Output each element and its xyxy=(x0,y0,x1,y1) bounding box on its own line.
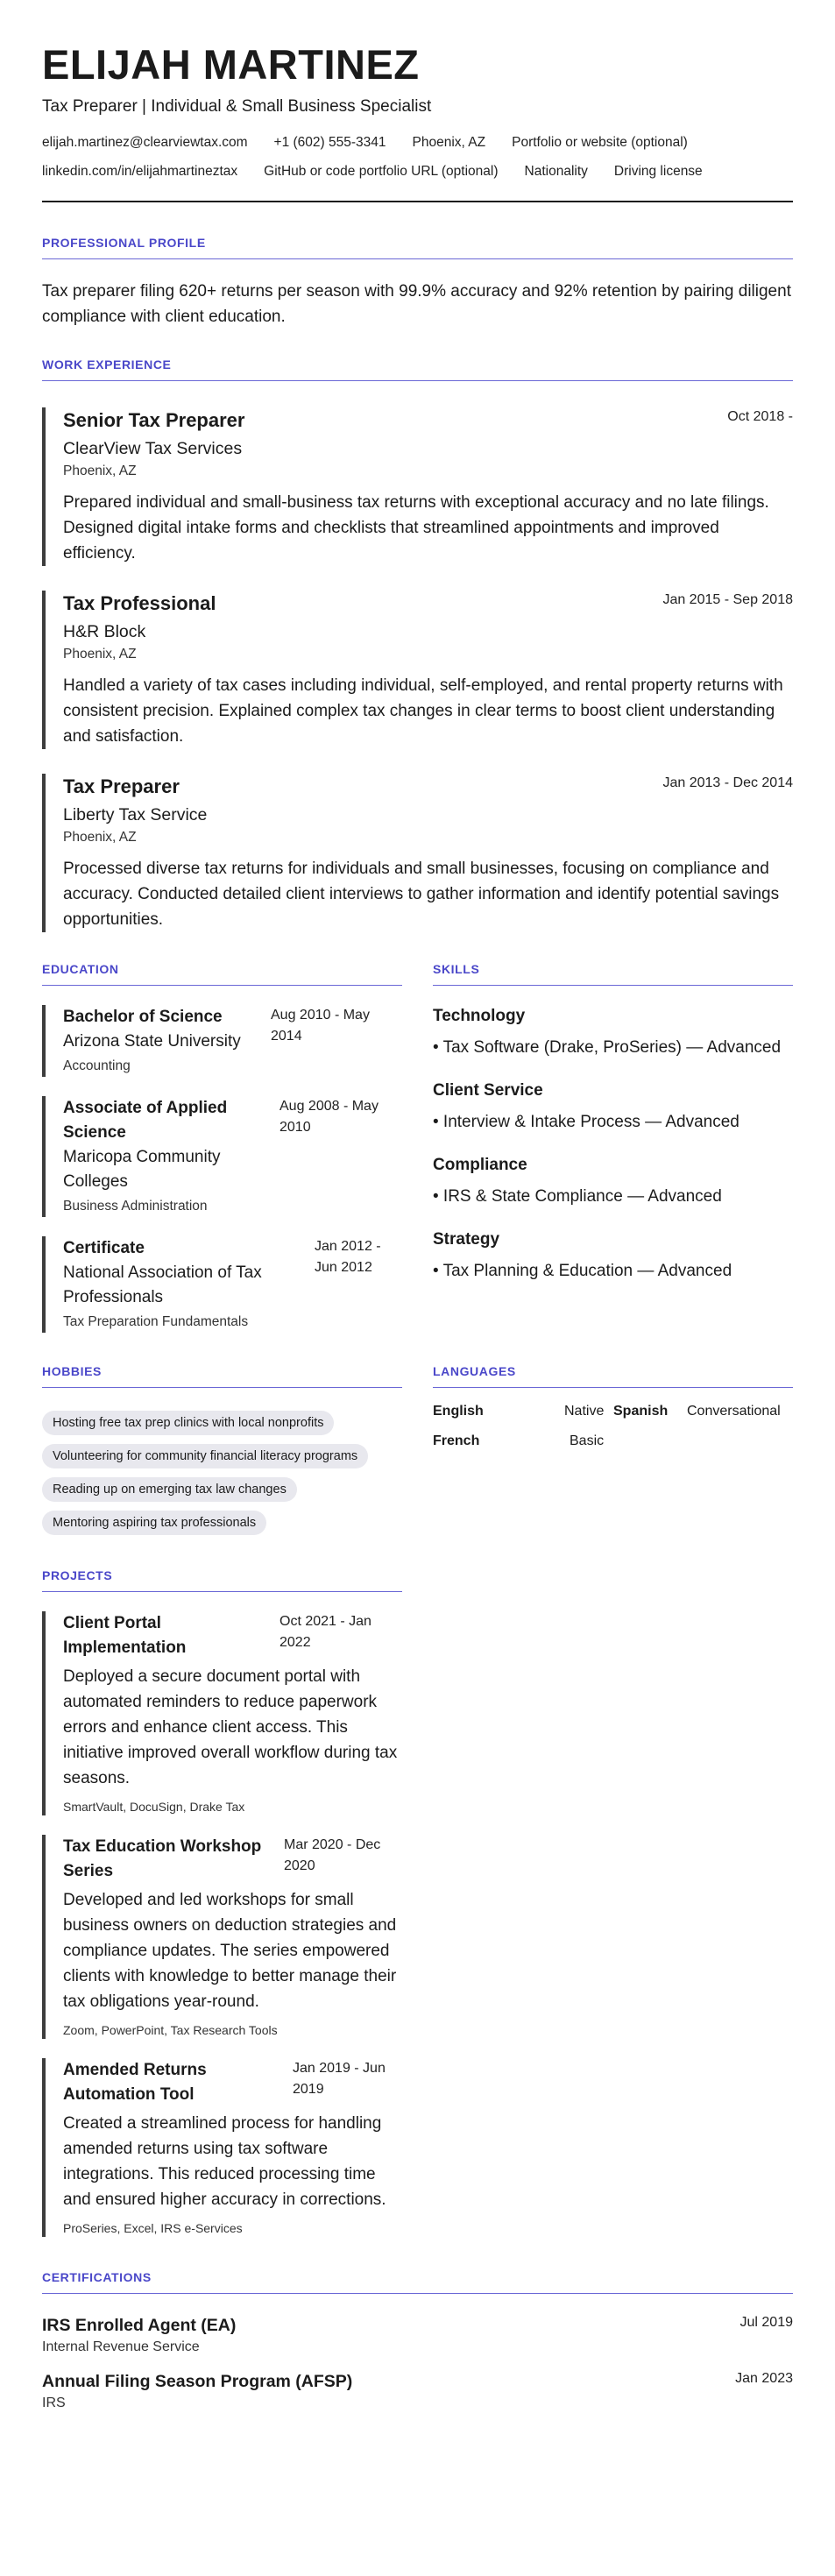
project-entry xyxy=(42,1835,402,2039)
section-title-profile: PROFESSIONAL PROFILE xyxy=(42,236,793,259)
hobby-chip: Hosting free tax prep clinics with local nonprofits xyxy=(42,1411,334,1435)
contact-github[interactable]: GitHub or code portfolio URL (optional) xyxy=(264,164,499,179)
project-tools: SmartVault, DocuSign, Drake Tax xyxy=(63,1800,245,1814)
company-name: H&R Block xyxy=(63,622,146,641)
project-date: Mar 2020 - Dec 2020 xyxy=(284,1837,381,1873)
project-tools: Zoom, PowerPoint, Tax Research Tools xyxy=(63,2023,278,2037)
project-entry xyxy=(42,1611,402,1815)
hobby-list xyxy=(42,1402,402,1535)
contact-phone[interactable]: +1 (602) 555-3341 xyxy=(273,135,386,150)
job-date: Jan 2015 - Sep 2018 xyxy=(662,592,793,607)
language-level: Native xyxy=(564,1404,605,1419)
job-description: Processed diverse tax returns for individuals and small businesses, focusing on compliance and accuracy. Conducted detailed client interviews to gather information and identify potential savings opportunities. xyxy=(63,860,780,929)
project-title: Amended Returns Automation Tool xyxy=(63,2061,207,2104)
certification-entry xyxy=(42,2369,793,2413)
candidate-name: ELIJAH MARTINEZ xyxy=(42,41,420,88)
education-entry xyxy=(42,1005,402,1077)
education-entry xyxy=(42,1096,402,1217)
job-location: Phoenix, AZ xyxy=(63,647,137,662)
header-divider xyxy=(42,201,793,202)
profile-summary: Tax preparer filing 620+ returns per season with 99.9% accuracy and 92% retention by pairing diligent compliance with client education. xyxy=(42,282,791,326)
field-of-study: Business Administration xyxy=(63,1199,208,1214)
degree-name: Associate of Applied Science xyxy=(63,1099,228,1142)
skill-item: • Tax Software (Drake, ProSeries) — Advanced xyxy=(433,1038,782,1057)
school-name: National Association of Tax Professionals xyxy=(63,1263,262,1306)
language-name: French xyxy=(433,1433,480,1448)
skill-item: • Tax Planning & Education — Advanced xyxy=(433,1262,732,1280)
project-entry xyxy=(42,2058,402,2237)
job-title: Senior Tax Preparer xyxy=(63,409,245,431)
language-level: Conversational xyxy=(687,1404,781,1419)
project-date: Jan 2019 - Jun 2019 xyxy=(293,2061,386,2097)
job-date: Jan 2013 - Dec 2014 xyxy=(662,775,793,790)
project-title: Client Portal Implementation xyxy=(63,1614,187,1657)
hobby-chip: Volunteering for community financial literacy programs xyxy=(42,1444,368,1468)
language-name: Spanish xyxy=(613,1404,669,1419)
skill-item: • IRS & State Compliance — Advanced xyxy=(433,1187,722,1206)
job-date: Oct 2018 - xyxy=(727,409,793,424)
job-description: Prepared individual and small-business tax returns with exceptional accuracy and no late filings. Designed digital intake forms and checklists that streamlined appointments and improved efficiency. xyxy=(63,493,769,563)
field-of-study: Tax Preparation Fundamentals xyxy=(63,1314,249,1329)
section-title-skills: SKILLS xyxy=(433,962,793,986)
skill-category: Strategy xyxy=(433,1230,500,1249)
language-name: English xyxy=(433,1404,484,1419)
certification-entry xyxy=(42,2313,793,2357)
language-list xyxy=(433,1404,793,1449)
skill-item: • Interview & Intake Process — Advanced xyxy=(433,1113,739,1131)
languages-section xyxy=(433,1364,793,1535)
company-name: ClearView Tax Services xyxy=(63,439,243,458)
candidate-headline: Tax Preparer | Individual & Small Business Specialist xyxy=(42,97,432,116)
project-title: Tax Education Workshop Series xyxy=(63,1837,262,1880)
hobby-chip: Reading up on emerging tax law changes xyxy=(42,1477,297,1502)
project-description: Developed and led workshops for small business owners on deduction strategies and compliance updates. The series empowered clients with knowledge to better manage their tax obligations year-round. xyxy=(63,1891,397,2011)
certification-date: Jan 2023 xyxy=(735,2371,793,2386)
education-date: Jan 2012 - Jun 2012 xyxy=(315,1239,381,1275)
projects-section xyxy=(42,1568,402,2237)
project-description: Deployed a secure document portal with automated reminders to reduce paperwork errors and enhance client access. This initiative improved overall workflow during tax seasons. xyxy=(63,1667,398,1787)
skill-category: Compliance xyxy=(433,1156,527,1174)
degree-name: Bachelor of Science xyxy=(63,1008,223,1026)
contact-list xyxy=(42,134,793,180)
profile-section xyxy=(42,236,793,329)
company-name: Liberty Tax Service xyxy=(63,805,208,824)
experience-entry xyxy=(42,407,793,566)
experience-section xyxy=(42,357,793,932)
project-date: Oct 2021 - Jan 2022 xyxy=(280,1614,372,1650)
certification-issuer: IRS xyxy=(42,2396,66,2410)
section-title-projects: PROJECTS xyxy=(42,1568,402,1592)
contact-email[interactable]: elijah.martinez@clearviewtax.com xyxy=(42,135,248,150)
job-title: Tax Preparer xyxy=(63,775,180,797)
field-of-study: Accounting xyxy=(63,1058,131,1073)
section-title-experience: WORK EXPERIENCE xyxy=(42,357,793,381)
certification-name: Annual Filing Season Program (AFSP) xyxy=(42,2372,353,2391)
job-location: Phoenix, AZ xyxy=(63,830,137,845)
hobby-chip: Mentoring aspiring tax professionals xyxy=(42,1511,266,1535)
resume-header xyxy=(42,41,793,202)
project-description: Created a streamlined process for handling amended returns using tax software integrations. This reduced processing time and ensured higher accuracy in corrections. xyxy=(63,2114,386,2209)
section-title-languages: LANGUAGES xyxy=(433,1364,793,1388)
skills-section xyxy=(433,962,793,1333)
education-entry xyxy=(42,1236,402,1333)
education-date: Aug 2010 - May 2014 xyxy=(271,1008,370,1044)
school-name: Arizona State University xyxy=(63,1032,241,1051)
contact-linkedin[interactable]: linkedin.com/in/elijahmartineztax xyxy=(42,164,238,179)
skill-category: Client Service xyxy=(433,1081,543,1100)
section-title-certifications: CERTIFICATIONS xyxy=(42,2270,793,2294)
contact-driving-license: Driving license xyxy=(613,164,703,179)
certification-name: IRS Enrolled Agent (EA) xyxy=(42,2316,237,2335)
education-section xyxy=(42,962,402,1333)
job-description: Handled a variety of tax cases including individual, self-employed, and rental property returns with consistent precision. Explained complex tax changes in clear terms to boost client understanding and satisfaction. xyxy=(63,676,783,746)
projects-empty-column xyxy=(433,1568,793,2237)
projects-row xyxy=(42,1568,793,2237)
contact-nationality: Nationality xyxy=(524,164,588,179)
certification-issuer: Internal Revenue Service xyxy=(42,2339,200,2354)
project-tools: ProSeries, Excel, IRS e-Services xyxy=(63,2221,243,2235)
section-title-education: EDUCATION xyxy=(42,962,402,986)
education-date: Aug 2008 - May 2010 xyxy=(280,1099,379,1135)
section-title-hobbies: HOBBIES xyxy=(42,1364,402,1388)
certifications-section xyxy=(42,2270,793,2413)
skill-category: Technology xyxy=(433,1007,526,1025)
experience-entry xyxy=(42,774,793,932)
education-skills-row xyxy=(42,962,793,1333)
hobbies-section xyxy=(42,1364,402,1535)
job-title: Tax Professional xyxy=(63,592,216,614)
degree-name: Certificate xyxy=(63,1239,145,1257)
contact-portfolio[interactable]: Portfolio or website (optional) xyxy=(512,135,688,150)
certification-date: Jul 2019 xyxy=(739,2315,793,2330)
contact-location: Phoenix, AZ xyxy=(412,135,486,150)
experience-entry xyxy=(42,591,793,749)
job-location: Phoenix, AZ xyxy=(63,464,137,478)
language-level: Basic xyxy=(570,1433,605,1448)
school-name: Maricopa Community Colleges xyxy=(63,1148,221,1191)
hobbies-languages-row xyxy=(42,1364,793,1535)
